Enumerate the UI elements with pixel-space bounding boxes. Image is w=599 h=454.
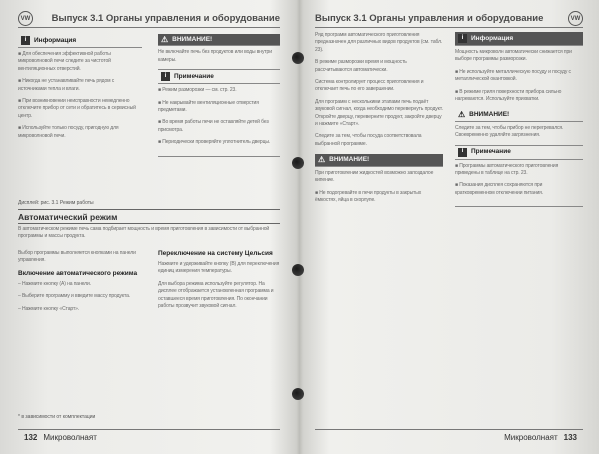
info-icon: i	[458, 148, 467, 157]
paragraph: Ряд программ автоматического приготовления предназначен для различных видов продуктов (см. табл. 23).	[315, 32, 443, 53]
brand-logo-icon: VW	[568, 11, 583, 26]
info-box-title: i Информация	[455, 32, 583, 46]
left-col3	[18, 250, 142, 318]
left-page	[0, 0, 298, 454]
paragraph: Нажмите и удерживайте кнопку (B) для переключения единиц измерения температуры.	[158, 261, 280, 275]
paragraph: ■ Показания дисплея сохраняются при кратковременном отключении питания.	[455, 182, 544, 196]
paragraph: ■ Режим разморозки — см. стр. 23.	[158, 87, 237, 94]
note-title: i Примечание	[455, 146, 583, 160]
left-col1	[18, 34, 142, 145]
paragraph: ■ Никогда не устанавливайте печь рядом с источниками тепла и влаги.	[18, 78, 115, 92]
right-col2	[455, 32, 583, 207]
warning-box-title: ⚠ ВНИМАНИЕ!	[158, 34, 280, 46]
section-band-title: Автоматический режим	[18, 209, 280, 224]
page-number: 133	[563, 432, 577, 442]
left-header-title: Выпуск 3.1 Органы управления и оборудование	[51, 13, 280, 24]
footer-title: Микроволнаят	[43, 432, 97, 442]
right-page	[301, 0, 599, 454]
right-header	[315, 10, 583, 28]
paragraph: ■ Программы автоматического приготовления приведены в таблице на стр. 23.	[455, 162, 559, 177]
paragraph: Для выбора режима используйте регулятор. На дисплее отображается установленная программа и оставшееся время приготовления. По окончании работы прозвучит звуковой сигнал.	[158, 280, 274, 310]
right-footer	[315, 429, 583, 444]
paragraph: ■ В режиме гриля поверхности прибора сильно нагреваются. Используйте прихватки.	[455, 88, 562, 103]
paragraph: ■ Не используйте металлическую посуду и посуду с металлической окантовкой.	[455, 68, 571, 83]
subsection-title: Включение автоматического режима	[18, 269, 138, 277]
section-intro: В автоматическом режиме печь сама подбирает мощность и время приготовления в зависимости от выбранной программы и массы продукта.	[18, 226, 270, 240]
info-icon: i	[161, 72, 170, 81]
paragraph: ■ Во время работы печи не оставляйте детей без присмотра.	[158, 119, 269, 133]
paragraph: ■ Используйте только посуду, пригодную для микроволновой печи.	[18, 125, 119, 139]
warning-icon: ⚠	[161, 35, 169, 44]
paragraph: – Нажмите кнопку (A) на панели.	[18, 280, 91, 287]
brand-logo-icon: VW	[18, 11, 33, 26]
footer-title: Микроволнаят	[504, 432, 558, 442]
footnote: * в зависимости от комплектации	[18, 414, 96, 420]
left-col2	[158, 34, 280, 157]
note-box	[455, 145, 583, 208]
left-header	[18, 10, 280, 28]
info-box-title: i Информация	[18, 34, 142, 48]
note-box	[158, 69, 280, 156]
paragraph: Следите за тем, чтобы прибор не перегревался. Своевременно удаляйте загрязнения.	[455, 124, 564, 139]
paragraph: – Выберите программу и введите массу продукта.	[18, 293, 131, 300]
right-header-title: Выпуск 3.1 Органы управления и оборудование	[315, 13, 544, 24]
warning-box-title: ⚠ ВНИМАНИЕ!	[455, 109, 583, 121]
paragraph: ■ Для обеспечения эффективной работы микроволновой печи следите за чистотой вентиляционных отверстий.	[18, 51, 111, 72]
paragraph: ■ Периодически проверяйте уплотнитель дверцы.	[158, 139, 271, 146]
paragraph: Для программ с несколькими этапами печь подаёт звуковой сигнал, когда необходимо перевернуть продукт. Откройте дверцу, переверните продукт, закройте дверцу и нажмите «Старт».	[315, 98, 443, 128]
right-col1	[315, 32, 443, 209]
subsection-title: Переключение на систему Цельсия	[158, 250, 273, 257]
paragraph: В режиме разморозки время и мощность рассчитываются автоматически.	[315, 59, 407, 73]
info-icon: i	[458, 34, 467, 43]
left-col4	[158, 250, 280, 315]
left-footer	[18, 429, 280, 444]
paragraph: Система контролирует процесс приготовления и отключает печь по его завершении.	[315, 79, 424, 93]
warning-icon: ⚠	[458, 110, 466, 120]
paragraph: Не включайте печь без продуктов или воды внутри камеры.	[158, 49, 272, 63]
page-number: 132	[24, 432, 38, 442]
paragraph: – Нажмите кнопку «Старт».	[18, 305, 80, 312]
paragraph: Выбор программы выполняется кнопками на панели управления.	[18, 250, 136, 264]
paragraph: Следите за тем, чтобы посуда соответствовала выбранной программе.	[315, 133, 422, 147]
warning-icon: ⚠	[318, 155, 326, 165]
info-icon: i	[21, 36, 30, 45]
paragraph: ■ Не накрывайте вентиляционные отверстия предметами.	[158, 99, 259, 114]
paragraph: При приготовлении жидкостей возможно запоздалое кипение.	[315, 169, 434, 184]
note-title: i Примечание	[158, 70, 280, 84]
warning-box-title: ⚠ ВНИМАНИЕ!	[315, 154, 443, 166]
paragraph: ■ При возникновении неисправности немедленно отключите прибор от сети и обратитесь в сервисный центр.	[18, 98, 136, 119]
paragraph: Мощность микроволн автоматически снижается при выборе программы разморозки.	[455, 49, 572, 63]
paragraph: ■ Не подогревайте в печи продукты в закрытых ёмкостях, яйца в скорлупе.	[315, 189, 422, 203]
figure-caption: Дисплей: рис. 3.1 Режим работы	[18, 200, 94, 206]
